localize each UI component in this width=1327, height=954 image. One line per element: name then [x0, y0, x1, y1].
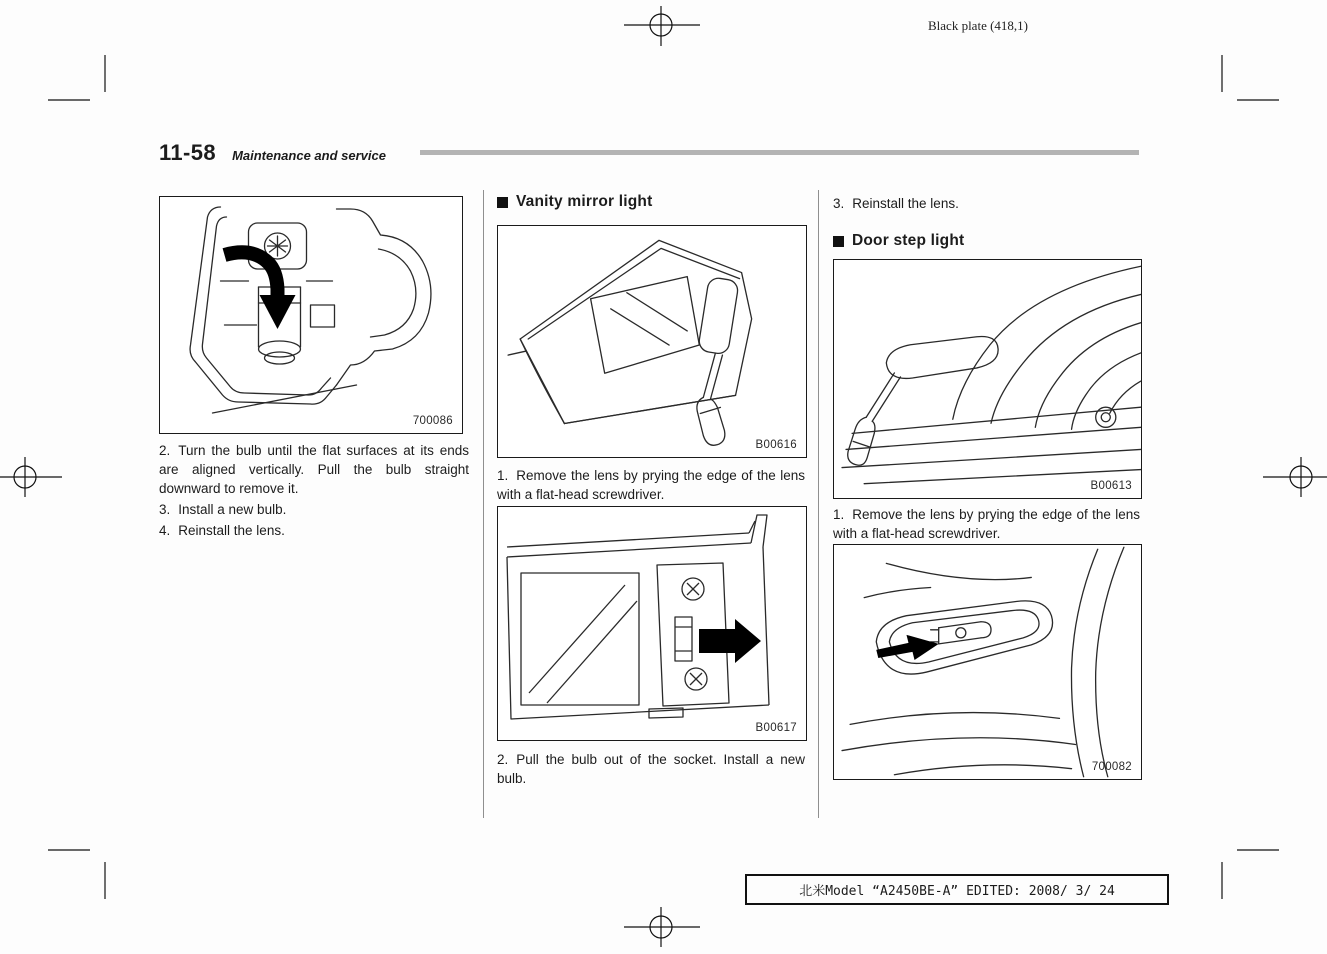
figure-label: 700086: [412, 415, 453, 427]
middle-step-1: [497, 466, 805, 504]
page-number: 11-58: [159, 140, 217, 165]
step-2: [159, 441, 469, 498]
step-4: [159, 521, 469, 540]
vanity-mirror-bulb-illustration: [498, 507, 806, 740]
step-text: Remove the lens by prying the edge of the lens with a flat-head screwdriver.: [833, 507, 1140, 541]
door-sill-prying-illustration: [834, 260, 1141, 498]
heading-text: Door step light: [852, 232, 965, 249]
footer-stamp-box: [745, 874, 1169, 905]
step-text: Reinstall the lens.: [852, 196, 959, 211]
step-3: [159, 500, 469, 519]
heading-text: Vanity mirror light: [516, 193, 653, 210]
right-step-1: [833, 505, 1140, 543]
plate-note: Black plate (418,1): [928, 18, 1028, 33]
heading-vanity-mirror-light: [497, 193, 805, 211]
figure-vanity-mirror-prying: [497, 225, 807, 458]
step-text: Install a new bulb.: [178, 502, 287, 517]
step-text: Turn the bulb until the flat surfaces at its ends are aligned vertically. Pull the bulb straight downward to remove it.: [159, 443, 469, 496]
figure-label: B00613: [1090, 480, 1132, 492]
step-text: Reinstall the lens.: [178, 523, 285, 538]
column-divider-left: [483, 190, 484, 818]
step-number: 1.: [497, 468, 509, 483]
step-number: 1.: [833, 507, 845, 522]
page-header: [159, 140, 386, 166]
heading-square-icon: [833, 236, 844, 247]
heading-door-step-light: [833, 232, 1140, 250]
column-divider-right: [818, 190, 819, 818]
figure-label: B00617: [755, 722, 797, 734]
figure-label: 700082: [1091, 761, 1132, 773]
vanity-mirror-prying-illustration: [498, 226, 806, 457]
tail-light-bulb-removal-illustration: [160, 197, 462, 433]
header-rule: [420, 150, 1139, 155]
step-number: 3.: [159, 502, 171, 517]
left-column-steps: [159, 441, 469, 542]
step-number: 4.: [159, 523, 171, 538]
footer-stamp-text: 北米Model “A2450BE-A” EDITED: 2008/ 3/ 24: [799, 884, 1115, 899]
door-step-light-bulb-illustration: [834, 545, 1141, 779]
step-number: 3.: [833, 196, 845, 211]
step-number: 2.: [497, 752, 509, 767]
figure-label: B00616: [755, 439, 797, 451]
heading-square-icon: [497, 197, 508, 208]
figure-vanity-mirror-bulb: [497, 506, 807, 741]
right-carryover-step-3: [833, 194, 1140, 213]
figure-door-step-bulb: [833, 544, 1142, 780]
section-title: Maintenance and service: [232, 148, 386, 163]
figure-taillight-bulb: [159, 196, 463, 434]
step-text: Pull the bulb out of the socket. Install a new bulb.: [497, 752, 805, 786]
figure-door-sill-prying: [833, 259, 1142, 499]
step-number: 2.: [159, 443, 171, 458]
step-text: Remove the lens by prying the edge of the lens with a flat-head screwdriver.: [497, 468, 805, 502]
middle-step-2: [497, 750, 805, 788]
